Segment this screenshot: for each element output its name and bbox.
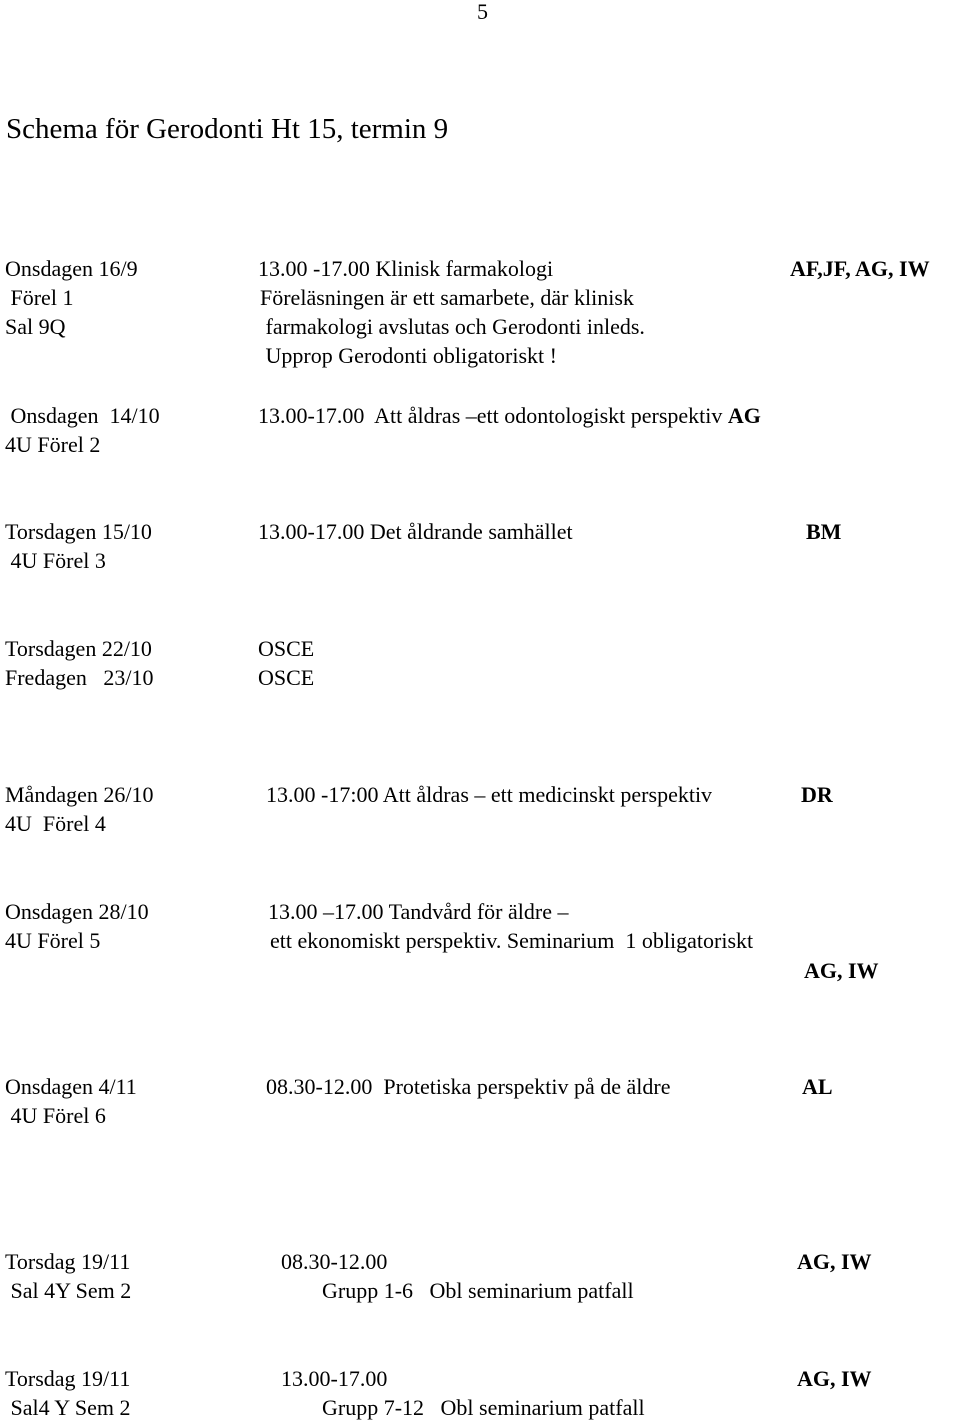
entry-note: ett ekonomiskt perspektiv. Seminarium 1 obligatoriskt xyxy=(270,928,754,953)
entry-room: Sal4 Y Sem 2 xyxy=(5,1395,131,1420)
entry-teachers: AG, IW xyxy=(797,1366,872,1391)
entry-topic: OSCE xyxy=(258,665,315,690)
entry-day: Måndagen 26/10 xyxy=(5,782,154,807)
entry-time: 13.00 -17:00 xyxy=(266,782,379,807)
entry-teachers: AG xyxy=(727,403,761,428)
entry-time: 08.30-12.00 xyxy=(266,1074,373,1099)
entry-day: Onsdagen 28/10 xyxy=(5,899,149,924)
entry-time-topic xyxy=(266,782,712,808)
entry-room: 4U Förel 4 xyxy=(5,811,106,836)
entry-time-topic xyxy=(258,403,761,429)
entry-time: 13.00-17.00 xyxy=(281,1366,388,1391)
entry-teachers: DR xyxy=(801,782,833,807)
entry-teachers: AF,JF, AG, IW xyxy=(790,256,930,281)
entry-time: 13.00 –17.00 xyxy=(268,899,384,924)
entry-topic: Att åldras – ett medicinskt perspektiv xyxy=(378,782,713,807)
entry-teachers: AG, IW xyxy=(804,958,879,983)
entry-note: farmakologi avslutas och Gerodonti inleds. xyxy=(260,314,645,339)
entry-topic: Det åldrande samhället xyxy=(364,519,573,544)
entry-time-topic xyxy=(268,899,568,925)
entry-teachers: BM xyxy=(806,519,842,544)
entry-note: Upprop Gerodonti obligatoriskt ! xyxy=(260,343,557,368)
page-title: Schema för Gerodonti Ht 15, termin 9 xyxy=(6,113,449,145)
entry-group: Grupp 1-6 Obl seminarium patfall xyxy=(322,1278,634,1303)
entry-topic: Tandvård för äldre – xyxy=(383,899,569,924)
entry-room: 4U Förel 3 xyxy=(5,548,106,573)
entry-room: Sal 9Q xyxy=(5,314,66,339)
entry-group: Grupp 7-12 Obl seminarium patfall xyxy=(322,1395,645,1420)
entry-day: Torsdagen 15/10 xyxy=(5,519,152,544)
entry-time-topic xyxy=(258,256,553,282)
entry-room: 4U Förel 2 xyxy=(5,432,101,457)
entry-room: Förel 1 xyxy=(5,285,74,310)
entry-room: Sal 4Y Sem 2 xyxy=(5,1278,132,1303)
entry-room: 4U Förel 5 xyxy=(5,928,101,953)
entry-topic: Klinisk farmakologi xyxy=(369,256,554,281)
entry-topic: OSCE xyxy=(258,636,315,661)
entry-time-topic xyxy=(266,1074,670,1100)
entry-time: 13.00 -17.00 xyxy=(258,256,370,281)
entry-day: Torsdagen 22/10 xyxy=(5,636,152,661)
entry-day: Torsdag 19/11 xyxy=(5,1249,131,1274)
entry-time: 08.30-12.00 xyxy=(281,1249,388,1274)
entry-time: 13.00-17.00 xyxy=(258,519,365,544)
entry-day: Onsdagen 4/11 xyxy=(5,1074,137,1099)
entry-teachers: AL xyxy=(802,1074,833,1099)
entry-note: Föreläsningen är ett samarbete, där klinisk xyxy=(260,285,634,310)
entry-day: Onsdagen 16/9 xyxy=(5,256,138,281)
entry-topic: Att åldras –ett odontologiskt perspektiv xyxy=(364,403,723,428)
page-number: 5 xyxy=(477,0,488,24)
entry-day: Torsdag 19/11 xyxy=(5,1366,131,1391)
entry-day: Onsdagen 14/10 xyxy=(5,403,160,428)
entry-time-topic xyxy=(258,519,573,545)
entry-topic: Protetiska perspektiv på de äldre xyxy=(372,1074,671,1099)
entry-time: 13.00-17.00 xyxy=(258,403,365,428)
entry-room: 4U Förel 6 xyxy=(5,1103,106,1128)
entry-day: Fredagen 23/10 xyxy=(5,665,154,690)
entry-teachers: AG, IW xyxy=(797,1249,872,1274)
